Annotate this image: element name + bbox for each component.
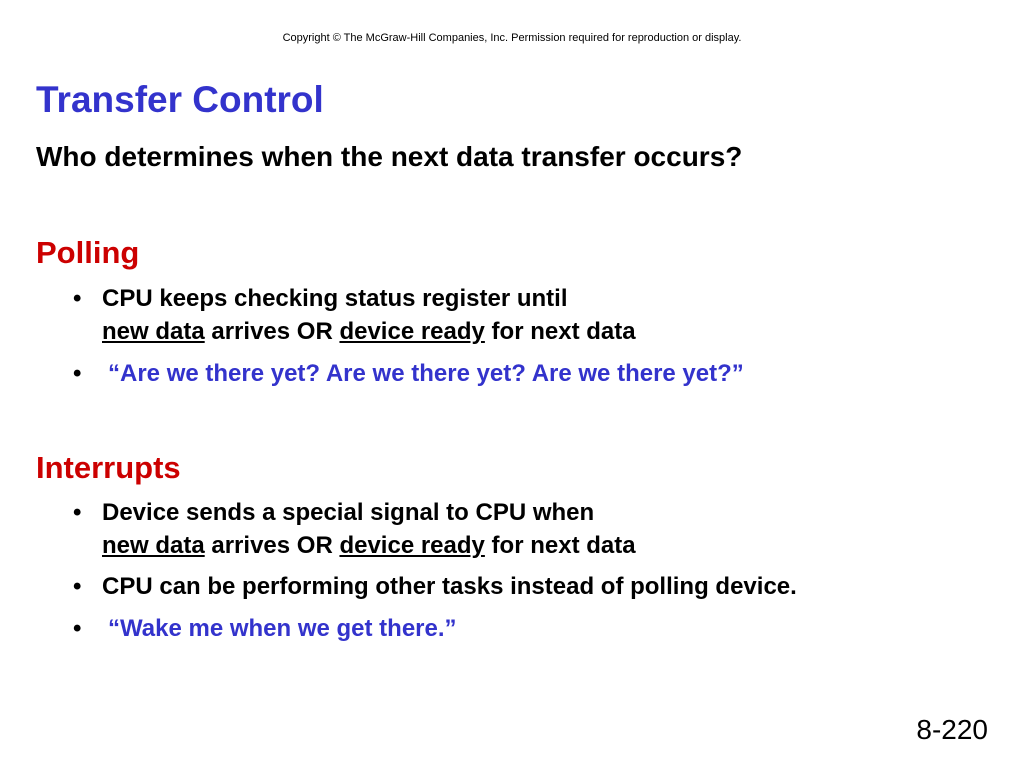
bullet-dot: • [73,285,82,312]
bullet-dot: • [73,360,82,387]
interrupts-heading: Interrupts [36,450,181,485]
interrupts-quote: “Wake me when we get there.” [108,615,457,642]
interrupts-bullet-1 [73,496,973,562]
interrupts-bullet-2-text: CPU can be performing other tasks instead of polling device. [102,573,797,600]
bullet-dot: • [73,615,82,642]
slide-title: Transfer Control [36,79,324,120]
interrupts-bullet-3 [73,612,973,645]
slide-number: 8-220 [916,714,988,745]
polling-bullet-1-text [102,282,973,348]
bullet-line-1: CPU keeps checking status register until [102,285,568,312]
polling-bullet-2 [73,357,973,390]
device-ready-term: device ready [339,532,485,559]
bullet-dot: • [73,499,82,526]
bullet-line-1: Device sends a special signal to CPU when [102,499,595,526]
new-data-term: new data [102,532,205,559]
bullet-mid-text: arrives OR [204,318,340,345]
interrupts-bullet-2 [73,570,973,603]
polling-quote: “Are we there yet? Are we there yet? Are we there yet?” [108,360,744,387]
polling-heading: Polling [36,235,140,270]
bullet-end-text: for next data [484,532,636,559]
new-data-term: new data [102,318,205,345]
slide-subtitle: Who determines when the next data transfer occurs? [36,141,743,172]
device-ready-term: device ready [339,318,485,345]
polling-bullet-1 [73,282,973,348]
bullet-dot: • [73,573,82,600]
bullet-mid-text: arrives OR [204,532,340,559]
bullet-end-text: for next data [484,318,636,345]
interrupts-bullet-1-text [102,496,973,562]
copyright-notice: Copyright © The McGraw-Hill Companies, Inc. Permission required for reproduction or display. [282,32,742,44]
